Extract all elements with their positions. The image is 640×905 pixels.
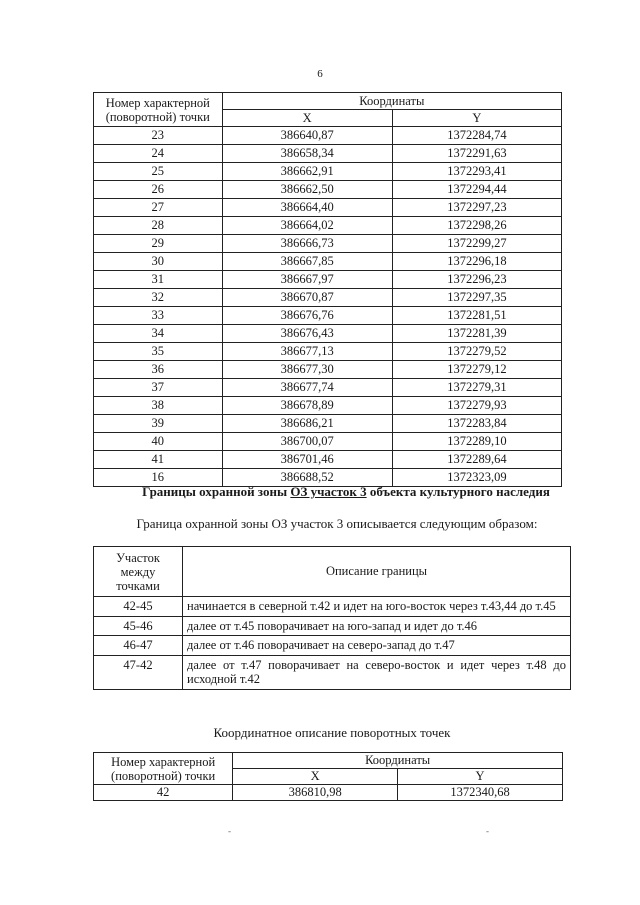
cell-y: 1372294,44 xyxy=(392,181,561,199)
cell-description: начинается в северной т.42 и идет на юго-восток через т.43,44 до т.45 xyxy=(183,597,571,617)
page-number: 6 xyxy=(317,68,323,80)
cell-y: 1372283,84 xyxy=(392,415,561,433)
cell-x: 386640,87 xyxy=(222,127,392,145)
cell-section: 45-46 xyxy=(94,616,183,636)
cell-point: 40 xyxy=(94,433,223,451)
header-point-number xyxy=(94,93,223,127)
table-row xyxy=(94,217,562,235)
header-point-line-2: (поворотной) точки xyxy=(111,768,216,783)
cell-y: 1372279,31 xyxy=(392,379,561,397)
cell-x: 386662,91 xyxy=(222,163,392,181)
cell-point: 32 xyxy=(94,289,223,307)
table-row xyxy=(94,127,562,145)
cell-x: 386664,02 xyxy=(222,217,392,235)
cell-x: 386678,89 xyxy=(222,397,392,415)
cell-x: 386700,07 xyxy=(222,433,392,451)
cell-y: 1372289,10 xyxy=(392,433,561,451)
cell-y: 1372298,26 xyxy=(392,217,561,235)
scan-mark: - xyxy=(486,826,489,836)
cell-point: 36 xyxy=(94,361,223,379)
cell-x: 386658,34 xyxy=(222,145,392,163)
header-point-line-2: (поворотной) точки xyxy=(105,109,210,124)
heading-zone-name: ОЗ участок 3 xyxy=(290,484,367,499)
coordinates-table-1 xyxy=(93,92,562,487)
header-y: Y xyxy=(398,769,563,785)
table-row xyxy=(94,253,562,271)
header-section-line-3: точками xyxy=(116,578,160,593)
cell-x: 386688,52 xyxy=(222,469,392,487)
header-section-line-2: между xyxy=(120,564,156,579)
table-row xyxy=(94,655,571,689)
table-row xyxy=(94,271,562,289)
table-row xyxy=(94,325,562,343)
cell-point: 33 xyxy=(94,307,223,325)
table-row xyxy=(94,289,562,307)
table-row xyxy=(94,145,562,163)
cell-x: 386677,13 xyxy=(222,343,392,361)
cell-y: 1372296,18 xyxy=(392,253,561,271)
cell-point: 41 xyxy=(94,451,223,469)
cell-section: 42-45 xyxy=(94,597,183,617)
header-coordinates: Координаты xyxy=(222,93,561,110)
cell-point: 35 xyxy=(94,343,223,361)
cell-x: 386676,76 xyxy=(222,307,392,325)
coordinates-table-2 xyxy=(93,752,563,801)
table-row xyxy=(94,235,562,253)
table-row xyxy=(94,379,562,397)
cell-point: 16 xyxy=(94,469,223,487)
cell-point: 38 xyxy=(94,397,223,415)
heading-part-2: объекта культурного наследия xyxy=(366,484,550,499)
table-row xyxy=(94,361,562,379)
cell-y: 1372284,74 xyxy=(392,127,561,145)
header-x: X xyxy=(222,110,392,127)
cell-x: 386676,43 xyxy=(222,325,392,343)
intro-text: Граница охранной зоны ОЗ участок 3 описывается следующим образом: xyxy=(136,516,538,531)
cell-x: 386686,21 xyxy=(222,415,392,433)
table-row xyxy=(94,397,562,415)
cell-y: 1372289,64 xyxy=(392,451,561,469)
cell-point: 37 xyxy=(94,379,223,397)
cell-point: 27 xyxy=(94,199,223,217)
table-row xyxy=(94,415,562,433)
scan-mark: - xyxy=(228,826,231,836)
table-row xyxy=(94,785,563,801)
cell-y: 1372279,12 xyxy=(392,361,561,379)
table-row xyxy=(94,597,571,617)
cell-y: 1372340,68 xyxy=(398,785,563,801)
table-row xyxy=(94,163,562,181)
table-row xyxy=(94,199,562,217)
boundary-description-table xyxy=(93,546,571,690)
cell-y: 1372299,27 xyxy=(392,235,561,253)
table-row xyxy=(94,451,562,469)
cell-x: 386662,50 xyxy=(222,181,392,199)
header-description: Описание границы xyxy=(183,547,571,597)
cell-y: 1372323,09 xyxy=(392,469,561,487)
header-point-line-1: Номер характерной xyxy=(111,754,216,769)
cell-y: 1372281,39 xyxy=(392,325,561,343)
cell-x: 386701,46 xyxy=(222,451,392,469)
cell-y: 1372291,63 xyxy=(392,145,561,163)
cell-x: 386677,74 xyxy=(222,379,392,397)
cell-x: 386666,73 xyxy=(222,235,392,253)
header-point-line-1: Номер характерной xyxy=(105,95,210,110)
header-section-line-1: Участок xyxy=(116,550,160,565)
heading-part-1: Границы охранной зоны xyxy=(142,484,291,499)
cell-x: 386670,87 xyxy=(222,289,392,307)
cell-x: 386667,97 xyxy=(222,271,392,289)
table-row xyxy=(94,616,571,636)
cell-y: 1372297,23 xyxy=(392,199,561,217)
cell-description: далее от т.47 поворачивает на северо-восток и идет через т.48 до исходной т.42 xyxy=(183,655,571,689)
cell-y: 1372293,41 xyxy=(392,163,561,181)
cell-point: 42 xyxy=(94,785,233,801)
cell-section: 47-42 xyxy=(94,655,183,689)
cell-y: 1372279,93 xyxy=(392,397,561,415)
cell-point: 30 xyxy=(94,253,223,271)
cell-point: 26 xyxy=(94,181,223,199)
header-y: Y xyxy=(392,110,561,127)
cell-point: 25 xyxy=(94,163,223,181)
cell-section: 46-47 xyxy=(94,636,183,656)
cell-point: 24 xyxy=(94,145,223,163)
cell-x: 386664,40 xyxy=(222,199,392,217)
cell-x: 386810,98 xyxy=(233,785,398,801)
section-heading xyxy=(96,484,596,500)
table-row xyxy=(94,433,562,451)
table-row xyxy=(94,636,571,656)
cell-y: 1372296,23 xyxy=(392,271,561,289)
cell-point: 23 xyxy=(94,127,223,145)
header-x: X xyxy=(233,769,398,785)
header-coordinates: Координаты xyxy=(233,753,563,769)
cell-point: 29 xyxy=(94,235,223,253)
cell-y: 1372281,51 xyxy=(392,307,561,325)
cell-y: 1372279,52 xyxy=(392,343,561,361)
cell-description: далее от т.45 поворачивает на юго-запад и идет до т.46 xyxy=(183,616,571,636)
table-row xyxy=(94,181,562,199)
cell-point: 28 xyxy=(94,217,223,235)
coordinates-subheading: Координатное описание поворотных точек xyxy=(213,725,451,740)
cell-description: далее от т.46 поворачивает на северо-запад до т.47 xyxy=(183,636,571,656)
cell-x: 386677,30 xyxy=(222,361,392,379)
table-row xyxy=(94,343,562,361)
cell-point: 31 xyxy=(94,271,223,289)
cell-point: 34 xyxy=(94,325,223,343)
header-section xyxy=(94,547,183,597)
cell-x: 386667,85 xyxy=(222,253,392,271)
cell-y: 1372297,35 xyxy=(392,289,561,307)
cell-point: 39 xyxy=(94,415,223,433)
table-row xyxy=(94,307,562,325)
header-point-number xyxy=(94,753,233,785)
